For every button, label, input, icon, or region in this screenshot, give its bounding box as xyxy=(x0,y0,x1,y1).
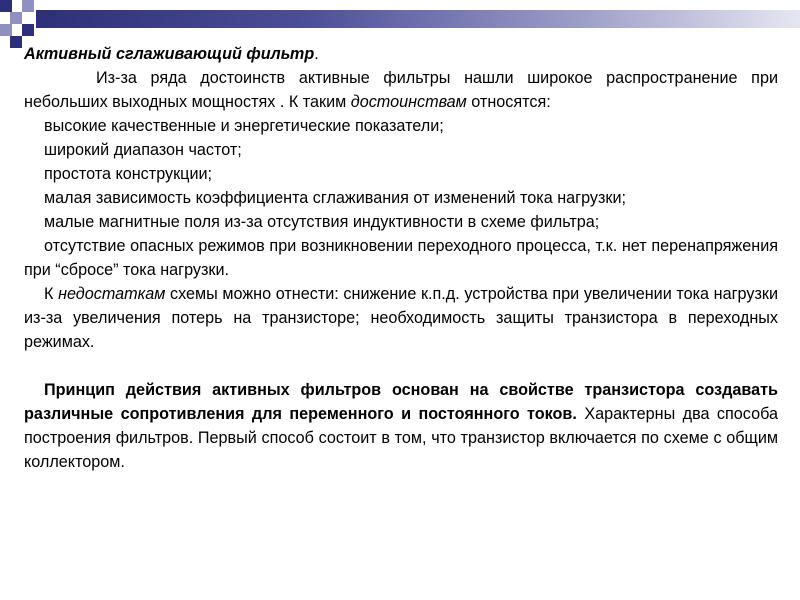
disadvantages-paragraph xyxy=(24,282,778,354)
disadvantages-emphasis: недостаткам xyxy=(58,285,166,303)
deco-square xyxy=(0,24,12,36)
slide-title xyxy=(24,42,778,66)
advantage-item: широкий диапазон частот; xyxy=(44,141,242,159)
deco-gradient-bar xyxy=(36,10,800,28)
advantage-item: малая зависимость коэффициента сглаживания от изменений тока нагрузки; xyxy=(44,189,627,207)
deco-square xyxy=(10,12,22,24)
intro-text-2: относятся: xyxy=(466,93,551,111)
slide-title-dot: . xyxy=(314,45,319,63)
advantage-item: высокие качественные и энергетические показатели; xyxy=(44,117,444,135)
principle-paragraph xyxy=(24,378,778,474)
advantage-item-last: отсутствие опасных режимов при возникновении переходного процесса, т.к. нет перенапряжения при “сбросе” тока нагрузки. xyxy=(24,237,778,279)
principle-text: Характерны два способа построения фильтров. Первый способ состоит в том, что транзистор включается по схеме с общим коллектором. xyxy=(24,405,778,471)
advantage-item: простота конструкции; xyxy=(44,165,213,183)
deco-square xyxy=(22,24,34,36)
paragraph-gap xyxy=(24,354,778,378)
intro-paragraph xyxy=(24,66,778,114)
intro-text-1: Из-за ряда достоинств активные фильтры нашли широкое распространение при небольших выходных мощностях . К таким xyxy=(24,69,778,111)
deco-square xyxy=(10,36,22,48)
advantage-item: малые магнитные поля из-за отсутствия индуктивности в схеме фильтра; xyxy=(44,213,600,231)
disadvantages-text-2: схемы можно отнести: снижение к.п.д. устройства при увеличении тока нагрузки из-за увеличения потерь на транзисторе; необходимость защиты транзистора в переходных режимах. xyxy=(24,285,778,351)
intro-emphasis: достоинствам xyxy=(350,93,467,111)
slide-content xyxy=(24,42,778,474)
principle-bold-text: Принцип действия активных фильтров основан на свойстве транзистора создавать различные сопротивления для переменного и постоянного токов. xyxy=(24,381,778,423)
deco-square xyxy=(22,0,34,12)
disadvantages-text-1: К xyxy=(44,285,59,303)
deco-square xyxy=(0,0,12,12)
slide-title-text: Активный сглаживающий фильтр xyxy=(24,45,315,63)
